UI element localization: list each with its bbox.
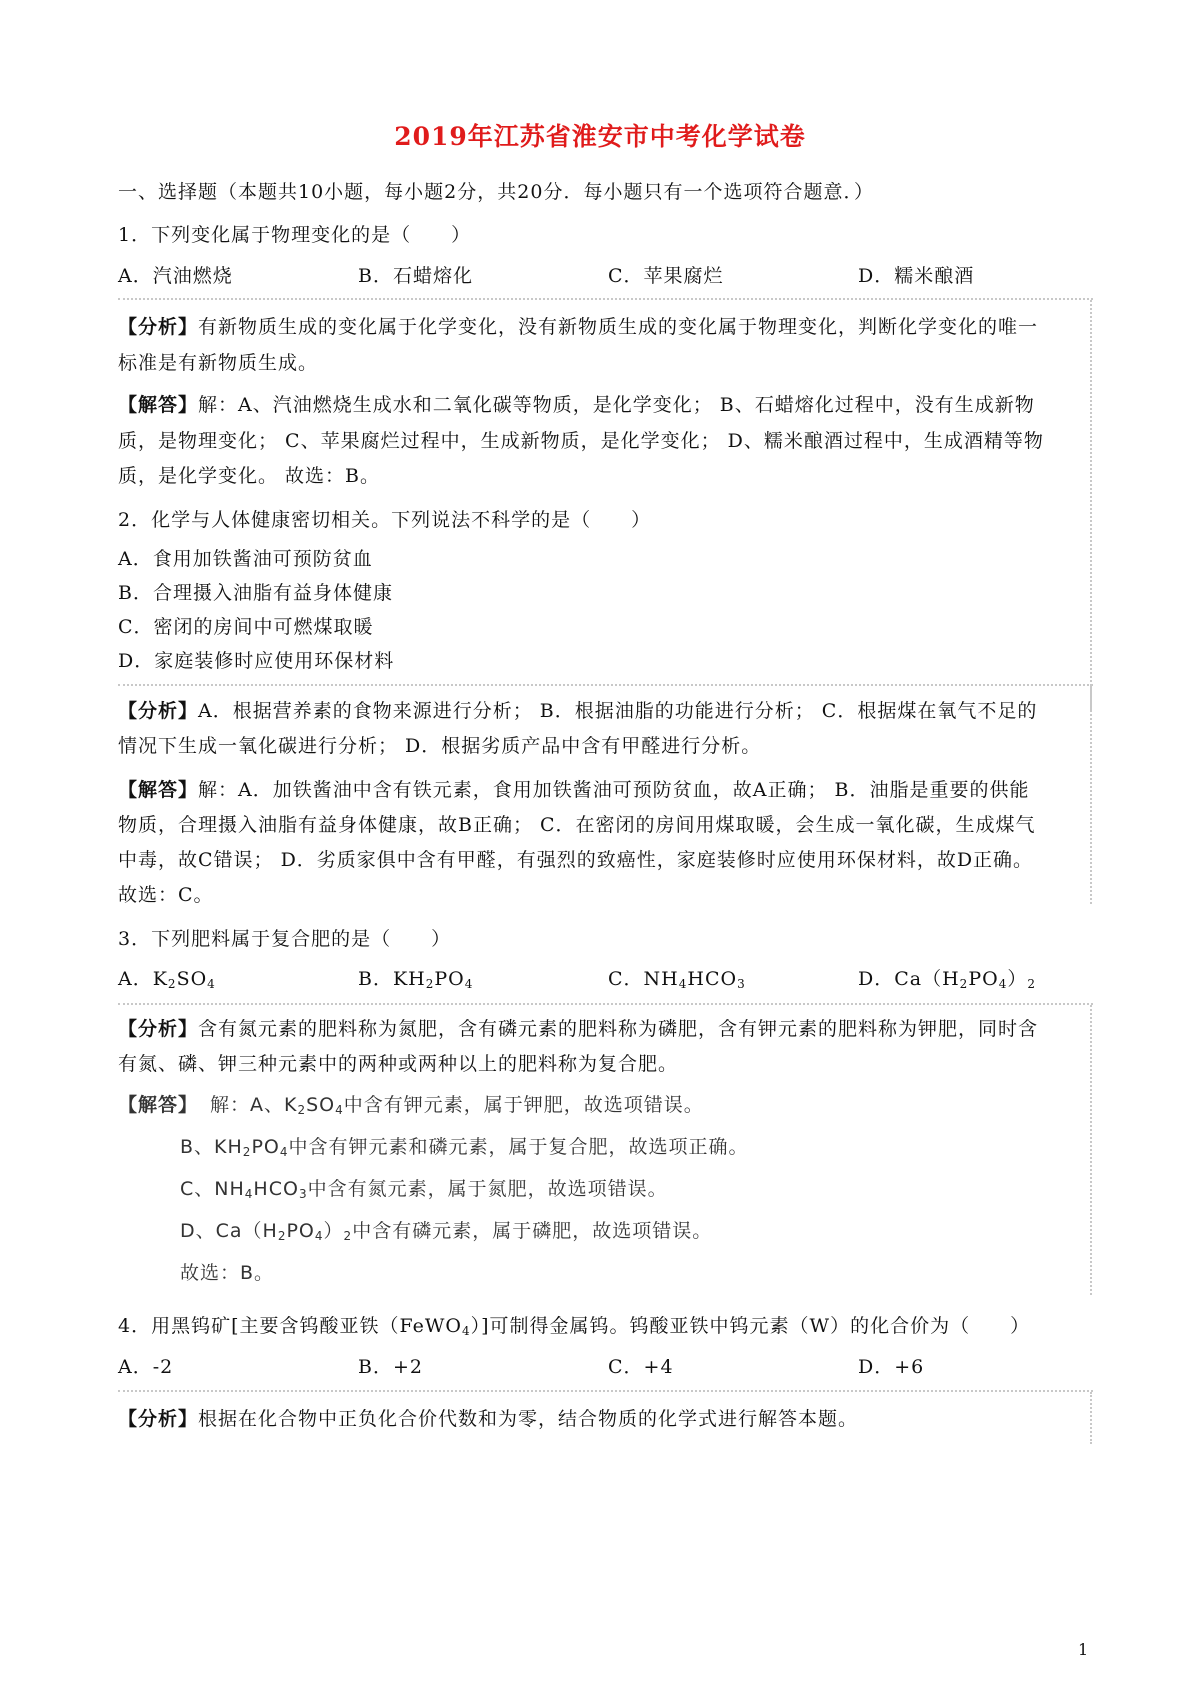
q2-option-b: B．合理摄入油脂有益身体健康 <box>118 582 393 604</box>
question-1-stem: 1．下列变化属于物理变化的是（ ） <box>118 224 472 246</box>
q3-option-c: C．$NH_4HCO_3$ <box>608 968 746 991</box>
question-3-stem: 3．下列肥料属于复合肥的是（ ） <box>118 928 452 950</box>
q1-option-d: D．糯米酿酒 <box>858 265 975 287</box>
divider <box>118 684 1093 686</box>
page-title: 2019年江苏省淮安市中考化学试卷 <box>394 122 806 151</box>
divider-vertical <box>1090 300 1092 710</box>
q4-option-a: A．-2 <box>118 1356 174 1378</box>
q3-answer-row-a: 【解答】 解：A、$K_2SO_4$中含有钾元素，属于钾肥，故选项错误。 <box>118 1094 704 1117</box>
q3-option-b: B．$KH_2PO_4$ <box>358 968 474 991</box>
analysis-label: 【分析】 <box>118 700 199 722</box>
q2-analysis-line-1: 【分析】A．根据营养素的食物来源进行分析； B．根据油脂的功能进行分析； C．根据煤在氧气不足的 <box>118 700 1038 722</box>
q4-option-b: B．+2 <box>358 1356 423 1378</box>
divider-vertical <box>1090 686 1092 904</box>
q4-option-d: D．+6 <box>858 1356 925 1378</box>
q2-option-a: A．食用加铁酱油可预防贫血 <box>118 548 373 570</box>
answer-label: 【解答】 <box>118 779 199 801</box>
q2-answer-line-3: 中毒，故C错误； D．劣质家俱中含有甲醛，有强烈的致癌性，家庭装修时应使用环保材料，故D正确。 <box>118 849 1034 871</box>
q3-option-d: D．$Ca(H_2PO_4)_2$ <box>858 968 1036 991</box>
divider-vertical <box>1090 1005 1092 1295</box>
q2-option-c: C．密闭的房间中可燃煤取暖 <box>118 616 374 638</box>
q3-analysis-line-2: 有氮、磷、钾三种元素中的两种或两种以上的肥料称为复合肥。 <box>118 1053 679 1075</box>
q3-analysis-line-1: 【分析】含有氮元素的肥料称为氮肥，含有磷元素的肥料称为磷肥，含有钾元素的肥料称为钾肥，同时含 <box>118 1018 1039 1040</box>
q1-option-b: B．石蜡熔化 <box>358 265 473 287</box>
q1-option-a: A．汽油燃烧 <box>118 265 233 287</box>
q1-answer-line-1: 【解答】解：A、汽油燃烧生成水和二氧化碳等物质，是化学变化； B、石蜡熔化过程中，没有生成新物 <box>118 394 1035 416</box>
question-2-stem: 2．化学与人体健康密切相关。下列说法不科学的是（ ） <box>118 509 652 531</box>
q3-answer-final: 故选：B。 <box>180 1262 275 1284</box>
q2-answer-line-2: 物质，合理摄入油脂有益身体健康，故B正确； C．在密闭的房间用煤取暖，会生成一氧化碳，生成煤气 <box>118 814 1036 836</box>
analysis-label: 【分析】 <box>118 1408 199 1430</box>
q3-answer-row-c: C、$NH_4HCO_3$中含有氮元素，属于氮肥，故选项错误。 <box>180 1178 668 1201</box>
analysis-label: 【分析】 <box>118 1018 199 1040</box>
divider <box>118 1390 1093 1392</box>
page-number: 1 <box>1078 1640 1089 1659</box>
q1-analysis-line-1: 【分析】有新物质生成的变化属于化学变化，没有新物质生成的变化属于物理变化，判断化学变化的唯一 <box>118 316 1039 338</box>
q1-option-c: C．苹果腐烂 <box>608 265 724 287</box>
q3-option-a: A．$K_2SO_4$ <box>118 968 216 991</box>
analysis-label: 【分析】 <box>118 316 199 338</box>
answer-label: 【解答】 <box>118 1094 199 1116</box>
question-4-stem: 4．用黑钨矿[主要含钨酸亚铁（FeWO$_4$）]可制得金属钨。钨酸亚铁中钨元素（W）的化合价为（ ） <box>118 1315 1031 1338</box>
q2-answer-line-1: 【解答】解：A．加铁酱油中含有铁元素，食用加铁酱油可预防贫血，故A正确； B．油脂是重要的供能 <box>118 779 1030 801</box>
q1-answer-line-2: 质，是物理变化； C、苹果腐烂过程中，生成新物质，是化学变化； D、糯米酿酒过程中，生成酒精等物 <box>118 430 1044 452</box>
q2-analysis-line-2: 情况下生成一氧化碳进行分析； D．根据劣质产品中含有甲醛进行分析。 <box>118 735 762 757</box>
divider-vertical <box>1090 1392 1092 1444</box>
answer-label: 【解答】 <box>118 394 199 416</box>
q2-answer-line-4: 故选：C。 <box>118 884 214 906</box>
q1-answer-line-3: 质，是化学变化。 故选：B。 <box>118 465 381 487</box>
divider <box>118 1003 1093 1005</box>
q4-option-c: C．+4 <box>608 1356 674 1378</box>
divider <box>118 298 1093 300</box>
section-header: 一、选择题（本题共10小题，每小题2分，共20分．每小题只有一个选项符合题意．） <box>118 181 874 203</box>
q3-answer-row-d: D、$Ca(H_2PO_4)_2$中含有磷元素，属于磷肥，故选项错误。 <box>180 1220 713 1243</box>
q4-analysis-line-1: 【分析】根据在化合物中正负化合价代数和为零，结合物质的化学式进行解答本题。 <box>118 1408 859 1430</box>
q3-answer-row-b: B、$KH_2PO_4$中含有钾元素和磷元素，属于复合肥，故选项正确。 <box>180 1136 749 1159</box>
q2-option-d: D．家庭装修时应使用环保材料 <box>118 650 395 672</box>
q1-analysis-line-2: 标准是有新物质生成。 <box>118 352 319 374</box>
